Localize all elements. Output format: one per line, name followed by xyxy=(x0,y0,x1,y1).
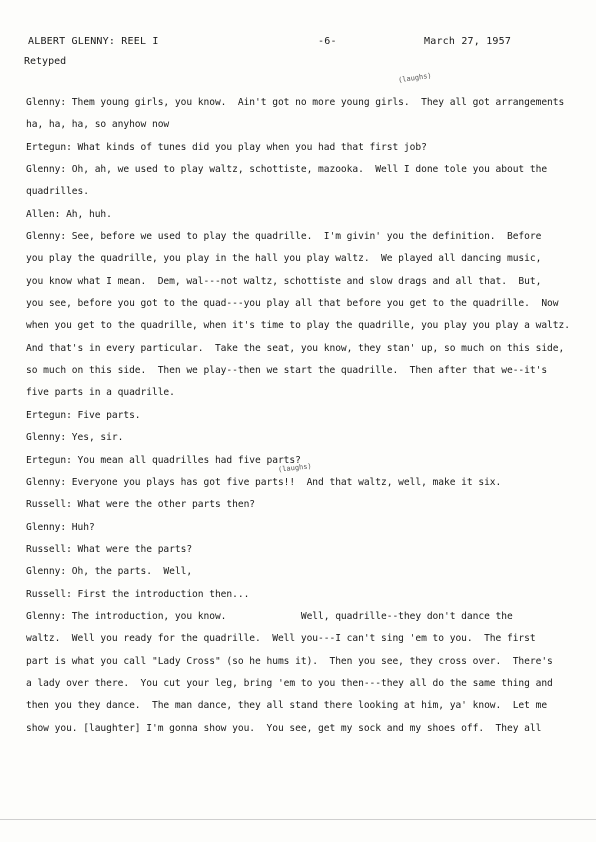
transcript-line: you know what I mean. Dem, wal---not waltz, schottiste and slow drags and all that. But, xyxy=(26,275,542,287)
transcript-line: then you they dance. The man dance, they all stand there looking at him, ya' know. Let me xyxy=(26,700,548,712)
transcript-line: Russell: What were the parts? xyxy=(26,543,193,555)
transcript-body xyxy=(26,92,570,740)
transcript-line: ha, ha, ha, so anyhow now xyxy=(26,119,170,131)
transcript-line: part is what you call "Lady Cross" (so he hums it). Then you see, they cross over. There's xyxy=(26,655,553,667)
transcript-line: you play the quadrille, you play in the hall you play waltz. We played all dancing music, xyxy=(26,253,542,265)
transcript-line: so much on this side. Then we play--then we start the quadrille. Then after that we--it's xyxy=(26,365,548,377)
handwritten-note: (laughs) xyxy=(277,462,313,474)
transcript-line: Glenny: The introduction, you know. Well, quadrille--they don't dance the xyxy=(26,610,513,622)
transcript-line: Ertegun: Five parts. xyxy=(26,409,141,421)
transcript-line: And that's in every particular. Take the seat, you know, they stan' up, so much on this side, xyxy=(26,342,565,354)
transcript-line: you see, before you got to the quad---you play all that before you get to the quadrille. Now xyxy=(26,298,559,310)
transcript-line: Glenny: Them young girls, you know. Ain't got no more young girls. They all got arrangements xyxy=(26,97,565,108)
page-edge-divider xyxy=(0,819,596,820)
page-number: -6- xyxy=(318,36,337,47)
transcript-line: Allen: Ah, huh. xyxy=(26,208,112,220)
transcript-line: Glenny: Oh, the parts. Well, xyxy=(26,566,193,578)
retyped-label: Retyped xyxy=(24,56,67,67)
transcript-line: five parts in a quadrille. xyxy=(26,387,175,399)
transcript-line: Glenny: See, before we used to play the quadrille. I'm givin' you the definition. Before xyxy=(26,231,542,243)
header-title: ALBERT GLENNY: REEL I xyxy=(28,36,159,47)
transcript-line: waltz. Well you ready for the quadrille. Well you---I can't sing 'em to you. The first xyxy=(26,633,536,645)
header-date: March 27, 1957 xyxy=(424,36,512,47)
transcript-line: show you. [laughter] I'm gonna show you. You see, get my sock and my shoes off. They all xyxy=(26,722,542,734)
transcript-line: Glenny: Huh? xyxy=(26,521,95,533)
transcript-line: Ertegun: You mean all quadrilles had five parts? xyxy=(26,454,301,466)
transcript-line: Glenny: Yes, sir. xyxy=(26,432,124,444)
transcript-line: Russell: What were the other parts then? xyxy=(26,499,256,511)
transcript-line: Glenny: Everyone you plays has got five parts!! And that waltz, well, make it six. xyxy=(26,476,502,488)
handwritten-note: (laughs) xyxy=(397,71,433,85)
transcript-line: Glenny: Oh, ah, we used to play waltz, schottiste, mazooka. Well I done tole you about the xyxy=(26,164,548,176)
transcript-line: a lady over there. You cut your leg, bring 'em to you then---they all do the same thing and xyxy=(26,677,553,689)
transcript-line: Russell: First the introduction then... xyxy=(26,588,250,600)
transcript-line: when you get to the quadrille, when it's time to play the quadrille, you play you play a waltz. xyxy=(26,320,570,332)
transcript-line: Ertegun: What kinds of tunes did you play when you had that first job? xyxy=(26,141,427,153)
transcript-line: quadrilles. xyxy=(26,186,89,198)
